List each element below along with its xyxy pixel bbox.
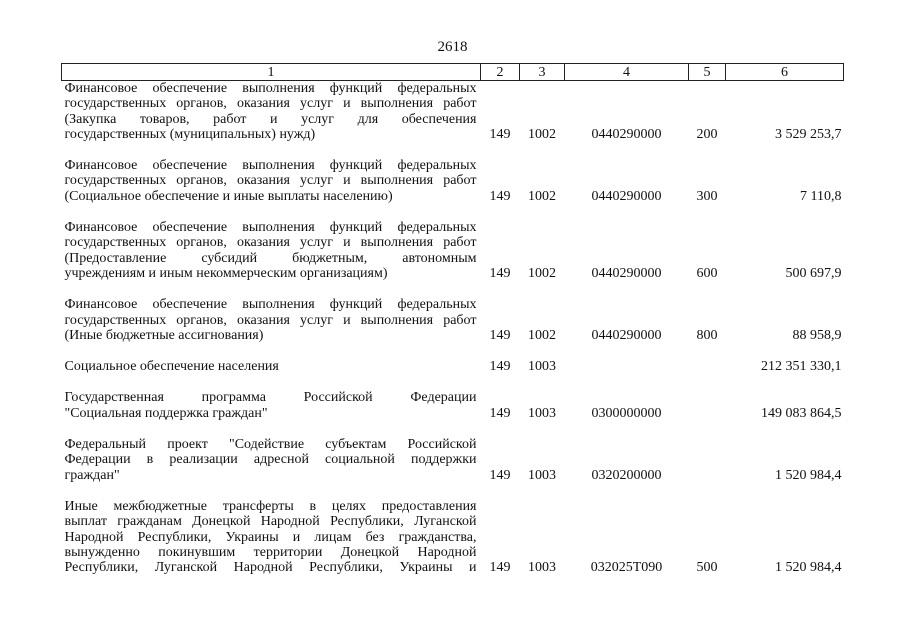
- grbs-code-cell: 149: [489, 560, 511, 576]
- table-row: [62, 81, 844, 159]
- table-row: [62, 390, 844, 437]
- description-cell: [62, 220, 481, 297]
- amount-cell: 88 958,9: [792, 327, 842, 343]
- target-article-cell: 0440290000: [591, 327, 662, 343]
- target-article-cell: 0440290000: [591, 265, 662, 281]
- column-header-amount: 6: [726, 64, 844, 81]
- expense-type-cell: 300: [696, 188, 718, 204]
- description-cell: [62, 297, 481, 359]
- target-article-cell: [565, 359, 689, 390]
- grbs-code-cell: 149: [489, 265, 511, 281]
- section-code-cell: 1003: [528, 467, 556, 483]
- target-article-cell: 0440290000: [591, 126, 662, 142]
- description-line: Федерации в реализации адресной социальной поддержки: [64, 452, 477, 468]
- description-line: государственных органов, оказания услуг и выполнения работ: [64, 173, 477, 189]
- description-line: государственных органов, оказания услуг и выполнения работ: [64, 235, 477, 251]
- description-line: государственных (муниципальных) нужд): [64, 126, 316, 142]
- target-article-cell: 0300000000: [591, 405, 662, 421]
- table-row: [62, 297, 844, 359]
- target-article-cell: 0440290000: [591, 188, 662, 204]
- description-line: Финансовое обеспечение выполнения функций федеральных: [64, 81, 477, 96]
- description-line: учреждениям и иным некоммерческим организациям): [64, 265, 388, 281]
- grbs-code-cell: 149: [489, 405, 511, 421]
- section-code-cell: 1002: [528, 126, 556, 142]
- page-number: 2618: [437, 39, 468, 55]
- description-cell: [62, 359, 481, 390]
- table-row: [62, 359, 844, 390]
- section-code-cell: 1003: [528, 405, 556, 421]
- amount-cell: 1 520 984,4: [775, 560, 842, 576]
- description-cell: [62, 390, 481, 437]
- table-body: [62, 81, 844, 592]
- grbs-code-cell: 149: [489, 126, 511, 142]
- section-code-cell: 1003: [528, 359, 556, 375]
- description-line: государственных органов, оказания услуг и выполнения работ: [64, 312, 477, 328]
- section-code-cell: 1003: [528, 560, 556, 576]
- description-cell: [62, 437, 481, 499]
- amount-cell: 212 351 330,1: [761, 359, 842, 375]
- table-row: [62, 437, 844, 499]
- description-line: выплат гражданам Донецкой Народной Республики, Луганской: [64, 514, 477, 530]
- section-code-cell: 1002: [528, 265, 556, 281]
- description-line: Иные межбюджетные трансферты в целях предоставления: [64, 498, 477, 514]
- description-line: Социальное обеспечение населения: [64, 359, 279, 375]
- target-article-cell: 032025Т090: [590, 560, 663, 576]
- table-header-row: [62, 64, 844, 81]
- amount-cell: 1 520 984,4: [775, 467, 842, 483]
- description-line: Финансовое обеспечение выполнения функций федеральных: [64, 158, 477, 174]
- amount-cell: 500 697,9: [785, 265, 842, 281]
- description-cell: [62, 158, 481, 220]
- column-header-target-article: 4: [565, 64, 689, 81]
- section-code-cell: 1002: [528, 188, 556, 204]
- description-line: (Социальное обеспечение и иные выплаты населению): [64, 188, 393, 204]
- expense-type-cell: [689, 437, 726, 499]
- description-line: (Иные бюджетные ассигнования): [64, 327, 264, 343]
- description-line: граждан": [64, 467, 120, 483]
- table-row: [62, 499, 844, 591]
- section-code-cell: 1002: [528, 327, 556, 343]
- expense-type-cell: [689, 359, 726, 390]
- amount-cell: 149 083 864,5: [761, 405, 842, 421]
- description-cell: [62, 81, 481, 159]
- description-cell: [62, 499, 481, 591]
- description-line: (Закупка товаров, работ и услуг для обеспечения: [64, 111, 477, 127]
- column-header-description: 1: [62, 64, 481, 81]
- description-line: государственных органов, оказания услуг и выполнения работ: [64, 96, 477, 112]
- grbs-code-cell: 149: [489, 327, 511, 343]
- description-line: (Предоставление субсидий бюджетным, автономным: [64, 250, 477, 266]
- description-line: вынужденно покинувшим территории Донецкой Народной: [64, 544, 477, 560]
- target-article-cell: 0320200000: [591, 467, 662, 483]
- expense-type-cell: 500: [696, 560, 718, 576]
- grbs-code-cell: 149: [489, 188, 511, 204]
- description-line: Финансовое обеспечение выполнения функций федеральных: [64, 297, 477, 313]
- description-line: Народной Республики, Украины и лицам без гражданства,: [64, 529, 477, 545]
- expense-type-cell: 800: [696, 327, 718, 343]
- table-row: [62, 220, 844, 297]
- column-header-expense-type: 5: [689, 64, 726, 81]
- description-line: Государственная программа Российской Федерации: [64, 390, 477, 406]
- description-line: Федеральный проект "Содействие субъектам Российской: [64, 437, 477, 453]
- description-line: Финансовое обеспечение выполнения функций федеральных: [64, 220, 477, 236]
- grbs-code-cell: 149: [489, 359, 511, 375]
- column-header-grbs: 2: [481, 64, 520, 81]
- grbs-code-cell: 149: [489, 467, 511, 483]
- description-line: Республики, Луганской Народной Республики, Украины и: [64, 560, 477, 576]
- description-line: "Социальная поддержка граждан": [64, 405, 268, 421]
- expense-type-cell: 200: [696, 126, 718, 142]
- amount-cell: 7 110,8: [800, 188, 842, 204]
- table-row: [62, 158, 844, 220]
- amount-cell: 3 529 253,7: [775, 126, 842, 142]
- expense-type-cell: [689, 390, 726, 437]
- budget-table: [61, 63, 844, 591]
- expense-type-cell: 600: [696, 265, 718, 281]
- column-header-section: 3: [520, 64, 565, 81]
